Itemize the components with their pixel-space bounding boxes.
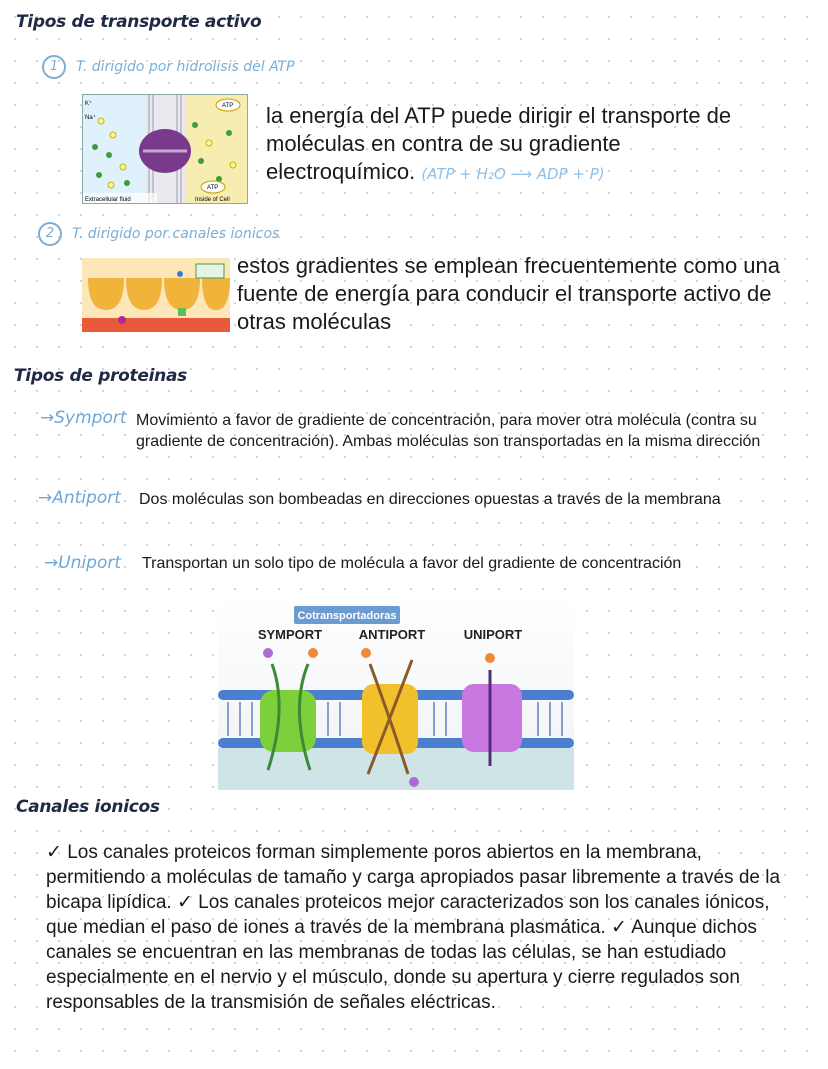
uniport-protein	[462, 684, 522, 752]
cell-gradient-figure	[82, 258, 230, 332]
figure-antiport: ANTIPORT	[358, 627, 426, 642]
symport-label: →Symport	[40, 408, 127, 428]
subheading-canales	[38, 222, 279, 246]
antiport-label: →Antiport	[38, 488, 121, 508]
number-1-circle: 1	[42, 55, 66, 79]
atp-bottom-label: ATP	[207, 185, 219, 191]
subheading-label-2: T. dirigido por canales ionicos	[72, 226, 280, 242]
section-title-transporte-activo: Tipos de transporte activo	[16, 12, 262, 32]
na-label: Na⁺	[85, 115, 96, 121]
figure-banner: Cotransportadoras	[297, 610, 397, 622]
figure-symport: SYMPORT	[257, 627, 323, 642]
transporter-figure	[218, 598, 574, 790]
subheading-label: T. dirigido por hidrolisis del ATP	[76, 59, 295, 75]
figure-uniport: UNIPORT	[463, 627, 523, 642]
extracellular-label: Extracellular fluid	[85, 197, 131, 203]
symport-definition	[136, 410, 796, 452]
atp-formula: (ATP + H₂O ⟶ ADP + P)	[421, 165, 605, 183]
atp-top-label: ATP	[222, 103, 234, 109]
canales-checklist: ✓ Los canales proteicos forman simplemente poros abiertos en la membrana, permitiendo a moléculas de tamaño y carga apropiados pasar libremente a través de la bicapa lipídica. ✓ Los canales proteicos mejor caracterizados son los canales iónicos, que median el paso de iones a través de la membrana plasmática. ✓ Aunque dichos canales se encuentran en las membranas de todas las células, se han estudiado especialmente en el nervio y el músculo, donde su apertura y cierre regulados son responsables de la transmisión de señales eléctricas.	[46, 842, 781, 1013]
atp-pump-figure	[82, 94, 248, 204]
section-title-proteinas: Tipos de proteinas	[14, 366, 187, 386]
atp-description	[266, 102, 766, 188]
inside-label: Inside of Cell	[195, 197, 230, 203]
symport-protein	[260, 690, 316, 752]
canales-description: estos gradientes se emplean frecuentemente como una fuente de energía para conducir el transporte activo de otras moléculas	[237, 253, 780, 334]
atp-description-text: la energía del ATP puede dirigir el transporte de moléculas en contra de su gradiente electroquímico.	[266, 103, 732, 184]
uniport-definition: Transportan un solo tipo de molécula a favor del gradiente de concentración	[142, 555, 682, 572]
section-title-canales-ionicos: Canales ionicos	[16, 797, 160, 817]
antiport-definition: Dos moléculas son bombeadas en direcciones opuestas a través de la membrana	[139, 491, 721, 508]
subheading-atp-hidrolisis	[42, 55, 295, 79]
k-label: K⁺	[85, 101, 93, 107]
uniport-label: →Uniport	[44, 553, 122, 573]
symport-text: Movimiento a favor de gradiente de concentración, para mover otra molécula (contra su gradiente de concentración). Ambas moléculas son transportadas en la misma dirección	[136, 412, 761, 450]
number-2-circle: 2	[38, 222, 62, 246]
